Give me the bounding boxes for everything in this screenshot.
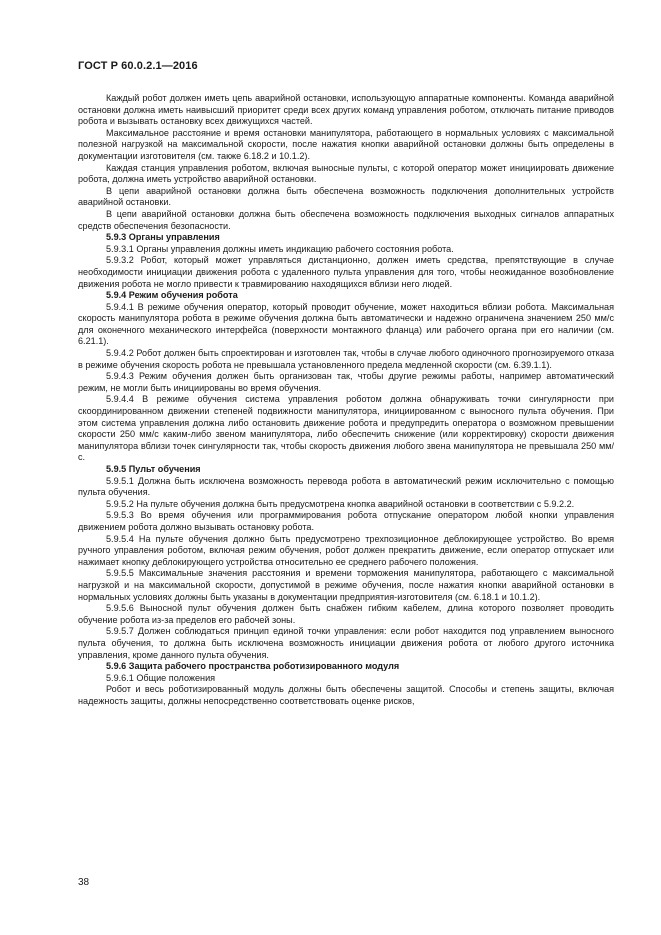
paragraph: 5.9.5.4 На пульте обучения должно быть предусмотрено трехпозиционное деблокирующее устройство. Во время ручного управления роботом, включая режим обучения, робот должен прекратить движение, если оператор отпускает или нажимает кнопку деблокирующего устройства относительно ее среднего рабочего положения. [78, 533, 614, 567]
paragraph: 5.9.4.3 Режим обучения должен быть организован так, чтобы другие режимы работы, например автоматический режим, не могли быть инициированы во время обучения. [78, 371, 614, 393]
paragraph: 5.9.5.1 Должна быть исключена возможность перевода робота в автоматический режим исключительно с помощью пульта обучения. [78, 475, 614, 498]
paragraph: Каждый робот должен иметь цепь аварийной остановки, использующую аппаратные компоненты. Команда аварийной остановки должна иметь наивысший приоритет среди всех других команд управления роботом, отключать питание приводов робота и вызывать остановку всех движущихся частей. [78, 93, 614, 127]
paragraph: 5.9.4.4 В режиме обучения система управления роботом должна обнаруживать точки сингулярности при скоординированном движении степеней подвижности манипулятора, инициированном с выносного пульта обучения. При этом система управления должна либо остановить движение робота и предупредить оператора о возможном превышении скорости 250 мм/с каким-либо звеном манипулятора, либо обеспечить снижение (или корректировку) скорости движения манипулятора вблизи точек сингулярности так, чтобы скорость движения любого звена манипулятора не превышала 250 мм/с. [78, 394, 614, 463]
paragraph: 5.9.5.5 Максимальные значения расстояния и времени торможения манипулятора, работающего с максимальной нагрузкой и на максимальной скорости, допустимой в режиме обучения, после нажатия кнопки аварийной остановки в нормальных условиях должны быть указаны в документации предприятия-изготовителя (см. 6.18.1 и 10.1.2). [78, 568, 614, 602]
document-header: ГОСТ Р 60.0.2.1—2016 [78, 60, 198, 72]
paragraph: 5.9.6.1 Общие положения [106, 672, 216, 683]
section-heading: 5.9.4 Режим обучения робота [106, 290, 238, 301]
paragraph: 5.9.5.2 На пульте обучения должна быть предусмотрена кнопка аварийной остановки в соответствии с 5.9.2.2. [106, 498, 575, 509]
paragraph: 5.9.3.1 Органы управления должны иметь индикацию рабочего состояния робота. [106, 243, 454, 254]
paragraph: 5.9.4.1 В режиме обучения оператор, который проводит обучение, может находиться вблизи робота. Максимальная скорость манипулятора робота в режиме обучения должна быть автоматически и надежно ограничена значением 250 мм/с для оконечного механического интерфейса (поверхности монтажного фланца) или рабочего органа при его наличии (см. 6.21.1). [78, 301, 614, 347]
section-heading: 5.9.6 Защита рабочего пространства роботизированного модуля [106, 661, 400, 672]
section-heading: 5.9.3 Органы управления [106, 232, 220, 243]
section-heading: 5.9.5 Пульт обучения [106, 464, 201, 474]
paragraph: 5.9.4.2 Робот должен быть спроектирован и изготовлен так, чтобы в случае любого одиночного прогнозируемого отказа в режиме обучения скорость робота не превышала установленного предела медленной скорости (см. 6.39.1.1). [78, 348, 614, 370]
paragraph: Каждая станция управления роботом, включая выносные пульты, с которой оператор может инициировать движение робота, должна иметь устройство аварийной остановки. [78, 162, 614, 185]
paragraph: 5.9.5.6 Выносной пульт обучения должен быть снабжен гибким кабелем, длина которого позволяет проводить обучение робота из-за пределов его рабочей зоны. [78, 603, 614, 625]
paragraph: В цепи аварийной остановки должна быть обеспечена возможность подключения выходных сигналов аппаратных средств обеспечения безопасности. [78, 208, 614, 231]
paragraph: В цепи аварийной остановки должна быть обеспечена возможность подключения дополнительных устройств аварийной остановки. [78, 185, 614, 208]
paragraph: 5.9.3.2 Робот, который может управляться дистанционно, должен иметь средства, препятствующие в случае необходимости инициации движения робота с удаленного пульта управления для того, чтобы неожиданное возобновление движения робота не могло привести к травмированию находящихся вблизи него людей. [78, 255, 614, 289]
paragraph: 5.9.5.7 Должен соблюдаться принцип единой точки управления: если робот находится под управлением выносного пульта обучения, то должна быть исключена возможность инициации движения робота от любого другого источника управления, кроме данного пульта обучения. [78, 626, 614, 660]
paragraph: Максимальное расстояние и время остановки манипулятора, работающего в нормальных условиях с максимальной полезной нагрузкой на максимальной скорости, после нажатия кнопки аварийной остановки должны быть определены в документации изготовителя (см. также 6.18.2 и 10.1.2). [78, 127, 614, 161]
document-body [78, 93, 614, 707]
paragraph: 5.9.5.3 Во время обучения или программирования робота отпускание оператором любой кнопки управления движением робота должно вызывать остановку робота. [78, 510, 614, 532]
paragraph: Робот и весь роботизированный модуль должны быть обеспечены защитой. Способы и степень защиты, включая надежность защиты, должны непосредственно соответствовать оценке рисков, [78, 684, 614, 706]
page-number: 38 [78, 877, 90, 888]
